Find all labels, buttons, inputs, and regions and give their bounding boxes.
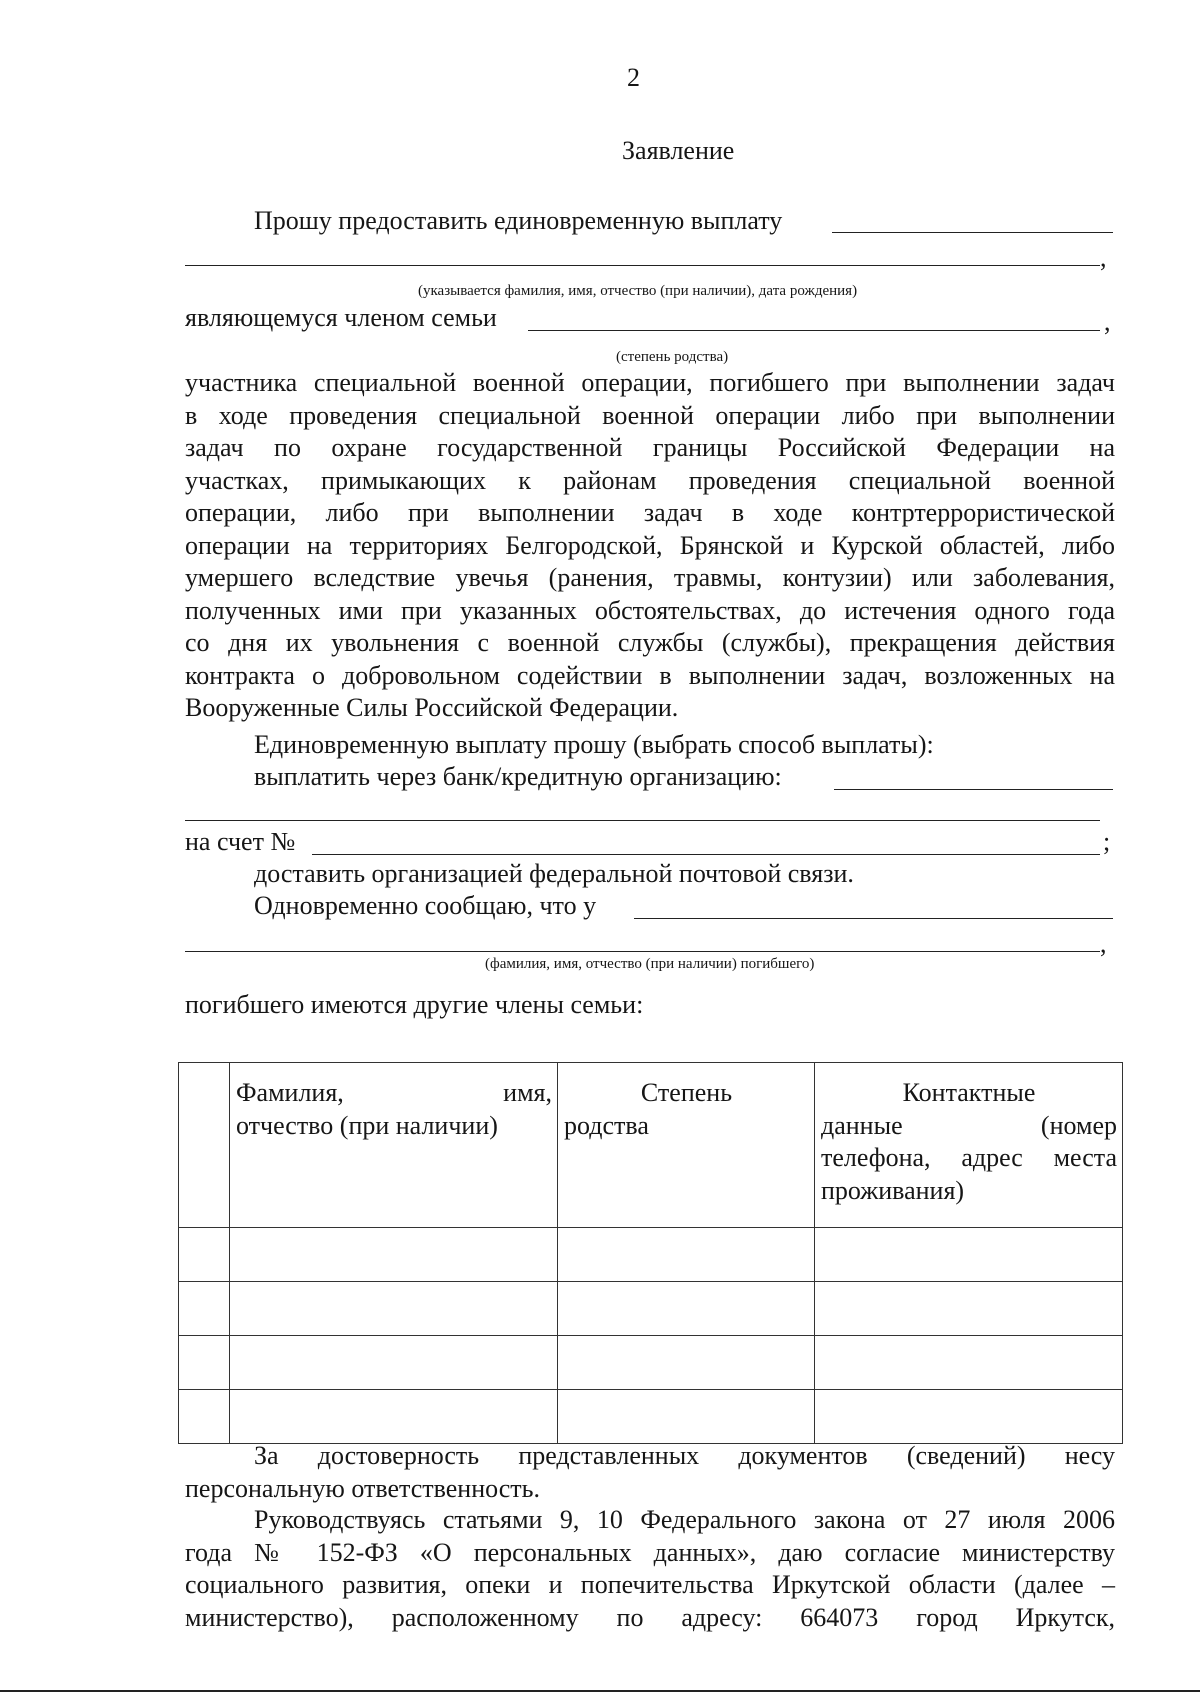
- consent-line: социального развития, опеки и попечительства Иркутской области (далее –: [185, 1570, 1115, 1599]
- table-cell-relation[interactable]: [558, 1390, 815, 1444]
- table-cell-contacts[interactable]: [815, 1228, 1123, 1282]
- table-cell-contacts[interactable]: [815, 1282, 1123, 1336]
- request-line-1: Прошу предоставить единовременную выплату: [254, 206, 783, 235]
- request-paragraph: [185, 367, 1115, 725]
- bank-name-line-1[interactable]: [834, 789, 1113, 790]
- consent-line: министерство), расположенному по адресу: 664073 город Иркутск,: [185, 1602, 1115, 1632]
- page-edge-rule: [0, 1690, 1200, 1692]
- post-option-label: доставить организацией федеральной почтовой связи.: [254, 859, 854, 888]
- comma: ,: [1100, 243, 1107, 272]
- request-text-line: операции, либо при выполнении задач в ходе контртеррористической: [185, 498, 1115, 527]
- page-number: 2: [627, 63, 640, 92]
- table-cell-full-name[interactable]: [230, 1282, 558, 1336]
- table-cell-full-name[interactable]: [230, 1228, 558, 1282]
- responsibility-line: За достоверность представленных документов (сведений) несу: [254, 1441, 1115, 1470]
- payment-method-prompt: Единовременную выплату прошу (выбрать способ выплаты):: [254, 730, 934, 759]
- table-cell-contacts[interactable]: [815, 1336, 1123, 1390]
- table-cell-full-name[interactable]: [230, 1390, 558, 1444]
- table-cell-full-name[interactable]: [230, 1336, 558, 1390]
- request-text-line: участках, примыкающих к районам проведения специальной военной: [185, 465, 1115, 495]
- bank-option-label: выплатить через банк/кредитную организацию:: [254, 762, 782, 791]
- family-members-table: [178, 1062, 1123, 1444]
- comma: ,: [1104, 307, 1111, 336]
- also-label: Одновременно сообщаю, что у: [254, 891, 597, 920]
- table-cell-relation[interactable]: [558, 1336, 815, 1390]
- request-text-line: Вооруженные Силы Российской Федерации.: [185, 693, 679, 722]
- table-row: [179, 1336, 1123, 1390]
- request-text-line: контракта о добровольном содействии в выполнении задач, возложенных на: [185, 660, 1115, 690]
- recipient-name-line-2[interactable]: [185, 265, 1100, 266]
- responsibility-line: персональную ответственность.: [185, 1473, 541, 1503]
- member-label: являющемуся членом семьи: [185, 303, 497, 332]
- hint-relation: (степень родства): [616, 349, 729, 365]
- consent-line: Руководствуясь статьями 9, 10 Федерального закона от 27 июля 2006: [254, 1505, 1115, 1534]
- table-header-row: [179, 1063, 1123, 1228]
- table-header-full-name: Фамилия, имя, отчество (при наличии): [230, 1063, 558, 1228]
- account-number-line[interactable]: [312, 854, 1100, 855]
- table-row: [179, 1228, 1123, 1282]
- semicolon: ;: [1103, 827, 1111, 856]
- consent-line: года № 152-ФЗ «О персональных данных», даю согласие министерству: [185, 1537, 1115, 1567]
- table-cell-index: [179, 1282, 230, 1336]
- request-text-line: в ходе проведения специальной военной операции либо при выполнении: [185, 400, 1115, 430]
- table-cell-relation[interactable]: [558, 1228, 815, 1282]
- request-text-line: участника специальной военной операции, погибшего при выполнении задач: [185, 368, 1115, 397]
- responsibility-paragraph: [185, 1440, 1115, 1505]
- recipient-name-line-1[interactable]: [832, 232, 1113, 233]
- table-cell-index: [179, 1390, 230, 1444]
- request-text-line: полученных ими при указанных обстоятельствах, до истечения одного года: [185, 595, 1115, 625]
- request-text-line: умершего вследствие увечья (ранения, травмы, контузии) или заболевания,: [185, 563, 1115, 592]
- table-cell-index: [179, 1228, 230, 1282]
- table-row: [179, 1390, 1123, 1444]
- family-members-label: погибшего имеются другие члены семьи:: [185, 990, 644, 1019]
- request-text-line: операции на территориях Белгородской, Брянской и Курской областей, либо: [185, 530, 1115, 560]
- table-cell-contacts[interactable]: [815, 1390, 1123, 1444]
- hint-recipient-name: (указывается фамилия, имя, отчество (при наличии), дата рождения): [418, 283, 858, 299]
- table-cell-relation[interactable]: [558, 1282, 815, 1336]
- table-header-contacts: Контактные данные (номер телефона, адрес места проживания): [815, 1063, 1123, 1228]
- table-header-index: [179, 1063, 230, 1228]
- request-text-line: задач по охране государственной границы Российской Федерации на: [185, 433, 1115, 462]
- document-title: Заявление: [622, 136, 735, 165]
- table-row: [179, 1282, 1123, 1336]
- relation-line[interactable]: [528, 330, 1100, 331]
- deceased-name-line-2[interactable]: [185, 951, 1100, 952]
- deceased-name-line-1[interactable]: [634, 918, 1113, 919]
- table-cell-index: [179, 1336, 230, 1390]
- request-text-line: со дня их увольнения с военной службы (службы), прекращения действия: [185, 628, 1115, 657]
- account-label: на счет №: [185, 827, 296, 856]
- table-header-relation: Степень родства: [558, 1063, 815, 1228]
- comma: ,: [1100, 929, 1107, 958]
- consent-paragraph: [185, 1504, 1115, 1634]
- hint-deceased-name: (фамилия, имя, отчество (при наличии) погибшего): [485, 956, 815, 972]
- bank-name-line-2[interactable]: [185, 820, 1100, 821]
